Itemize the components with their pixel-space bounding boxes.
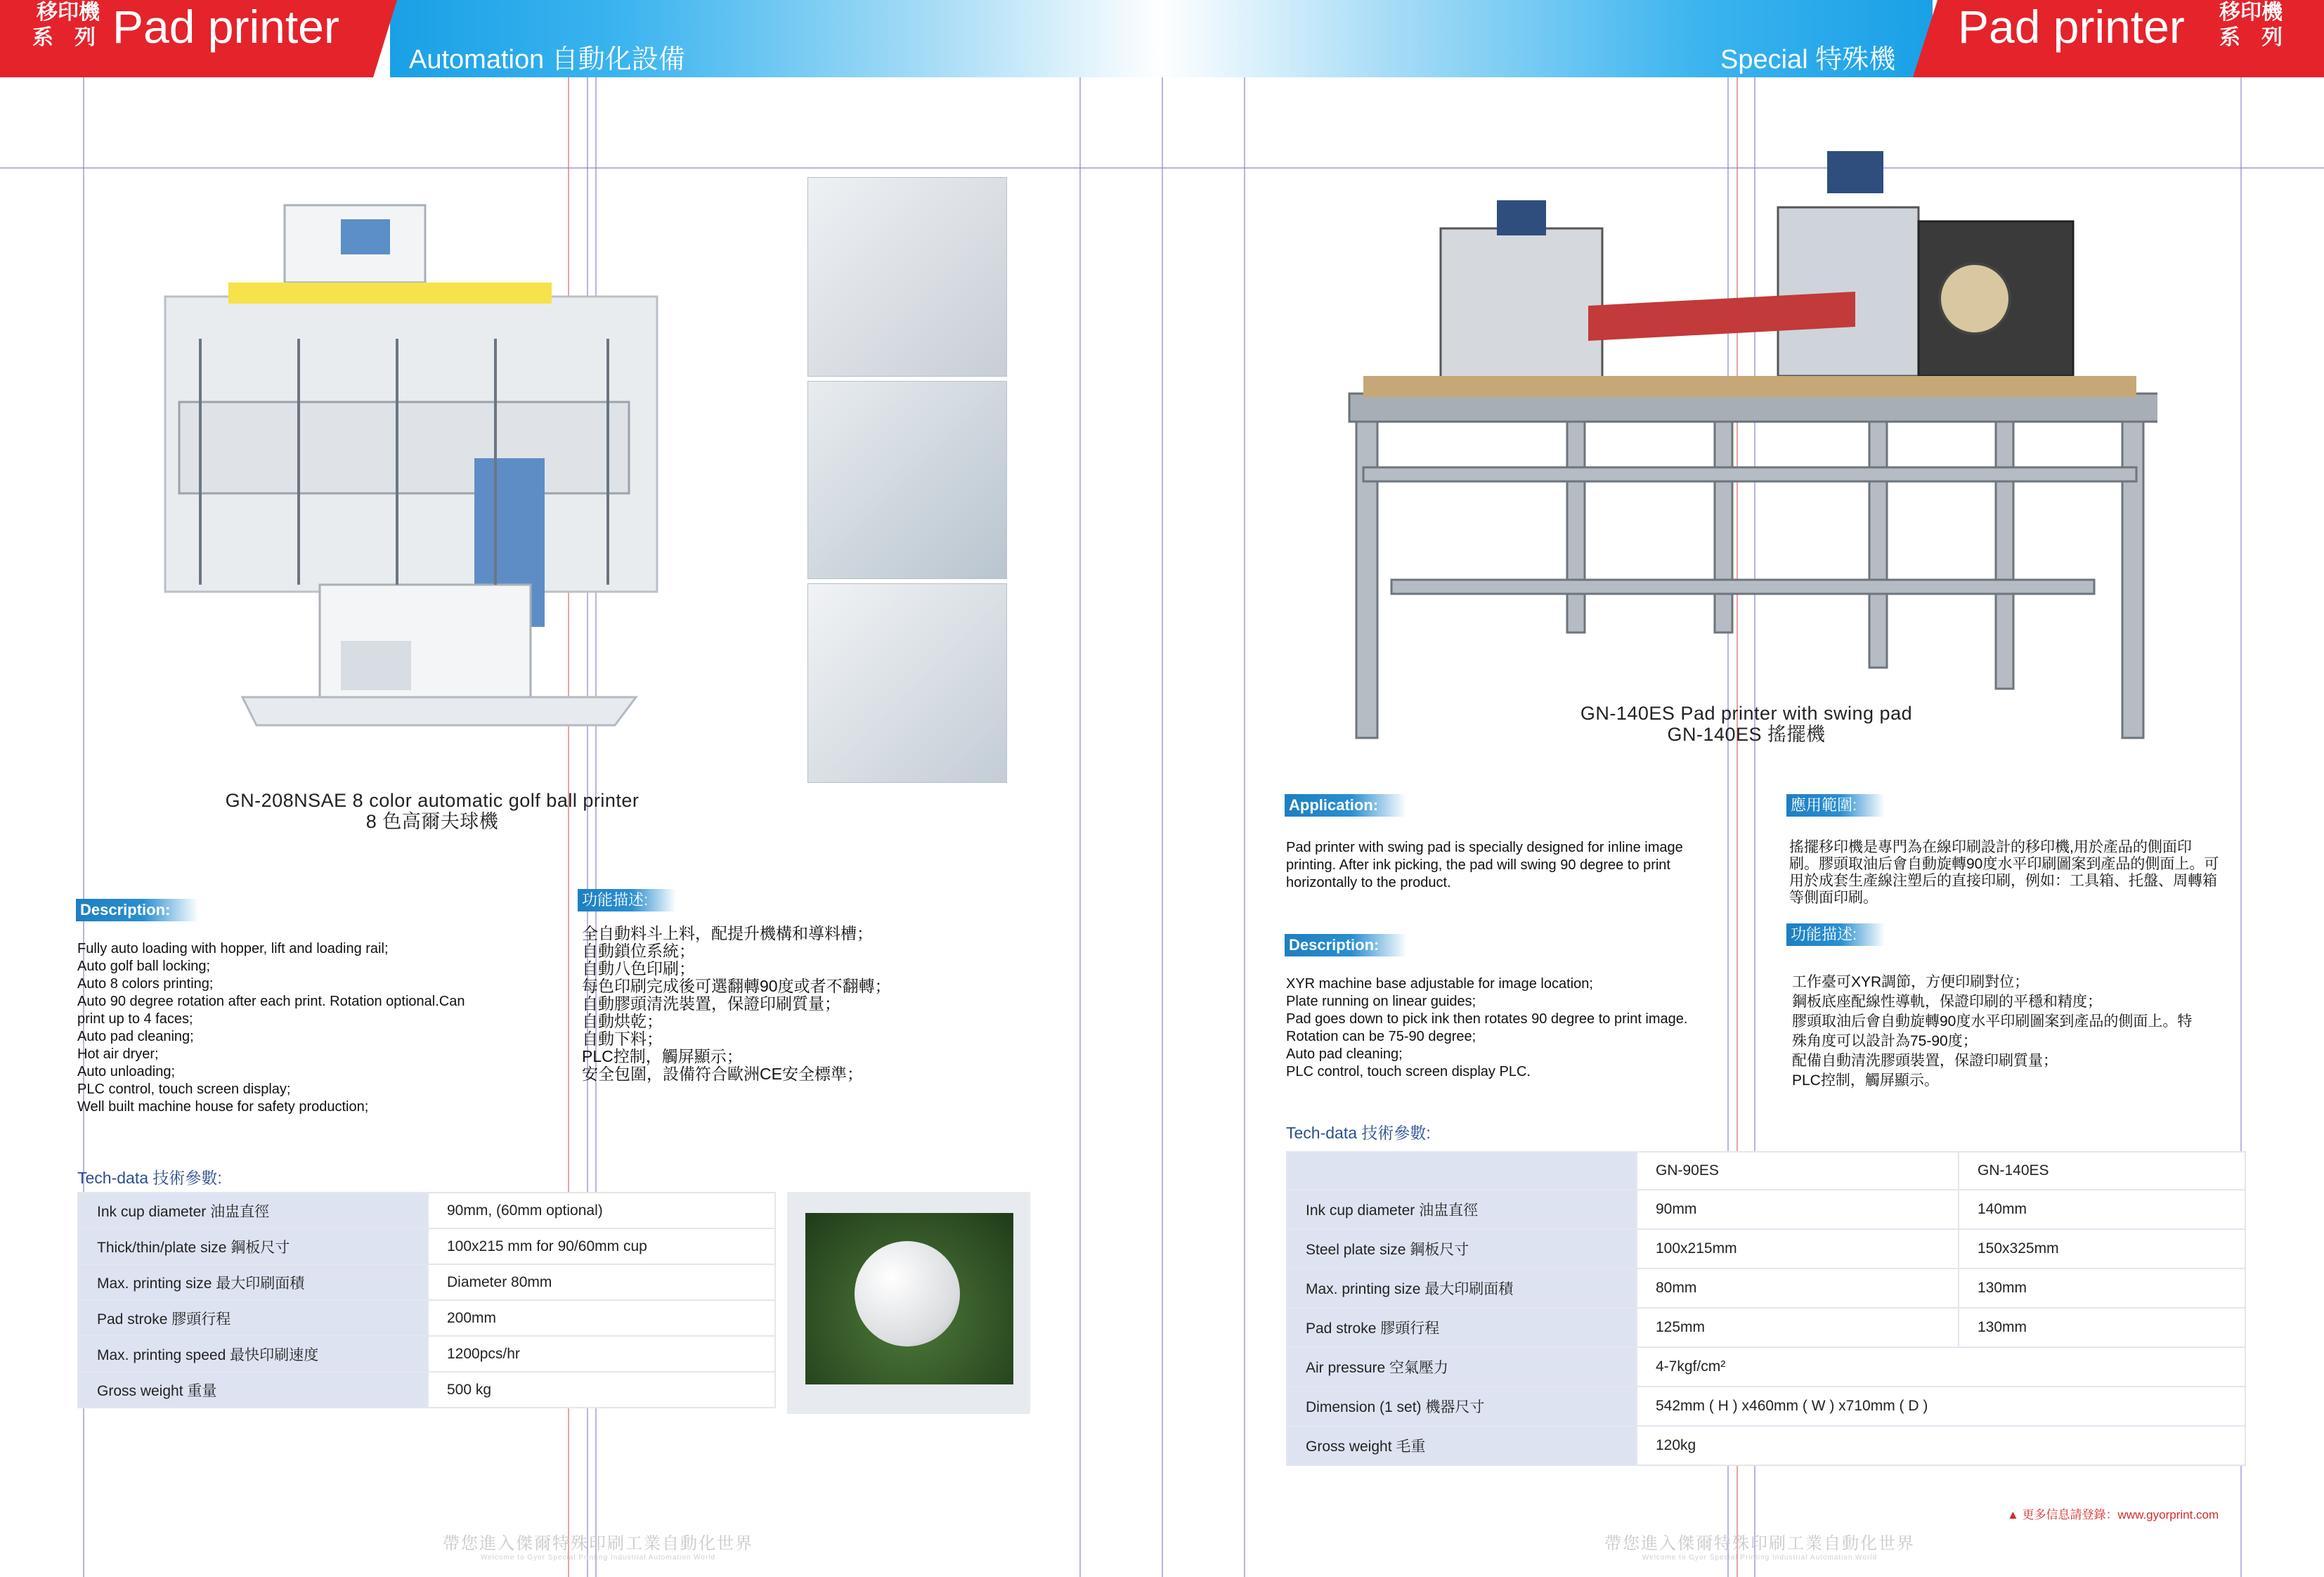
table-row <box>1287 1268 2245 1308</box>
footer-slogan-cjk: 帶您進入傑爾特殊印刷工業自動化世界 <box>443 1534 753 1553</box>
description-label: Description: <box>76 899 198 921</box>
spec-value: 125mm <box>1637 1308 1959 1347</box>
table-row <box>1287 1190 2245 1229</box>
description-text: Fully auto loading with hopper, lift and loading rail; Auto golf ball locking; Auto 8 colors printing; Auto 90 degree rotation after each print. Rotation optional.Can print up to 4 faces; Auto pad cleaning; Hot air dryer; Auto unloading; PLC control, touch screen display; Well built machine house for safety production; <box>77 941 465 1115</box>
detail-photo-3 <box>807 583 1007 783</box>
product-caption <box>169 790 696 832</box>
table-header-row <box>1287 1152 2245 1190</box>
footer-slogan-en: Welcome to Gyor Special Printing Industrial Automation World <box>480 1554 716 1562</box>
footer-slogan-en: Welcome to Gyor Special Printing Industrial Automation World <box>1642 1554 1878 1562</box>
spec-value: 90mm, (60mm optional) <box>428 1193 775 1228</box>
spec-label: Max. printing speed 最快印刷速度 <box>78 1336 428 1372</box>
spec-label: Ink cup diameter 油盅直徑 <box>78 1193 428 1228</box>
table-row <box>1287 1387 2245 1426</box>
spec-value: 4-7kgf/cm² <box>1637 1347 2245 1387</box>
footer-slogan <box>443 1529 753 1562</box>
category-title: Automation 自動化設備 <box>409 45 685 74</box>
table-row <box>78 1264 775 1300</box>
spec-label: Gross weight 毛重 <box>1287 1426 1637 1465</box>
spec-value: 542mm ( H ) x460mm ( W ) x710mm ( D ) <box>1637 1387 2245 1426</box>
spec-value: 150x325mm <box>1959 1229 2245 1268</box>
spec-label: Max. printing size 最大印刷面積 <box>1287 1268 1637 1308</box>
spec-value: 130mm <box>1959 1268 2245 1308</box>
spec-header-empty <box>1287 1152 1637 1190</box>
brand-title: Pad printer <box>1958 1 2185 53</box>
table-row <box>1287 1426 2245 1465</box>
spec-label: Steel plate size 鋼板尺寸 <box>1287 1229 1637 1268</box>
spec-value: 500 kg <box>428 1372 775 1408</box>
spec-label: Gross weight 重量 <box>78 1372 428 1408</box>
function-label: 功能描述: <box>578 889 676 911</box>
product-caption-line2: GN-140ES 搖擺機 <box>1667 724 1826 745</box>
detail-photo-1 <box>807 177 1007 377</box>
series-label-top: 移印機 <box>37 1 100 24</box>
footer-slogan-cjk: 帶您進入傑爾特殊印刷工業自動化世界 <box>1604 1534 1915 1553</box>
brand-title: Pad printer <box>112 1 339 53</box>
series-label <box>32 0 100 51</box>
table-row <box>1287 1229 2245 1268</box>
table-row <box>78 1228 775 1264</box>
table-row <box>78 1193 775 1228</box>
golf-ball-icon <box>855 1241 960 1346</box>
table-row <box>1287 1347 2245 1387</box>
more-info-text: 更多信息請登錄：www.gyorprint.com <box>2022 1508 2219 1521</box>
spec-label: Pad stroke 膠頭行程 <box>1287 1308 1637 1347</box>
layout-guide <box>1079 0 1081 1577</box>
series-label <box>2219 0 2283 51</box>
spec-value: 100x215 mm for 90/60mm cup <box>428 1228 775 1264</box>
golf-ball-photo-frame <box>787 1192 1030 1414</box>
spec-label: Air pressure 空氣壓力 <box>1287 1347 1637 1387</box>
layout-guide <box>1244 0 1245 1577</box>
machine-photo-swing-pad <box>1321 144 2157 748</box>
description-text: XYR machine base adjustable for image location; Plate running on linear guides; Pad goes down to pick ink then rotates 90 degree to print image. Rotation can be 75-90 degree; Auto pad cleaning; PLC control, touch screen display PLC. <box>1286 976 1688 1079</box>
layout-guide <box>1162 0 1163 1577</box>
spec-label: Thick/thin/plate size 鋼板尺寸 <box>78 1228 428 1264</box>
product-caption <box>1532 703 1961 745</box>
application-label: Application: <box>1285 794 1406 817</box>
spec-label: Pad stroke 膠頭行程 <box>78 1300 428 1336</box>
spec-value: 120kg <box>1637 1426 2245 1465</box>
footer-slogan <box>1604 1529 1915 1562</box>
spec-label: Max. printing size 最大印刷面積 <box>78 1264 428 1300</box>
category-title: Special 特殊機 <box>1720 45 1896 74</box>
product-caption-line1: GN-140ES Pad printer with swing pad <box>1580 703 1913 724</box>
function-text: 全自動料斗上料，配提升機構和導料槽； 自動鎖位系統； 自動八色印刷； 每色印刷完成後可選翻轉90度或者不翻轉； 自動膠頭清洗裝置，保證印刷質量； 自動烘乾； 自動下料； PLC控制，觸屏顯示； 安全包圍，設備符合歐洲CE安全標準； <box>582 924 891 1083</box>
machine-photo-golf-printer <box>158 191 699 753</box>
table-row <box>78 1372 775 1408</box>
spec-value: 1200pcs/hr <box>428 1336 775 1372</box>
spec-value: 130mm <box>1959 1308 2245 1347</box>
product-caption-line2: 8 色高爾夫球機 <box>365 811 499 832</box>
spec-table <box>1286 1151 2246 1466</box>
series-label-bottom: 系 列 <box>32 26 96 49</box>
spec-value: Diameter 80mm <box>428 1264 775 1300</box>
spec-value: 100x215mm <box>1637 1229 1959 1268</box>
tech-data-title: Tech-data 技術參數: <box>1286 1124 1431 1142</box>
description-label: Description: <box>1285 934 1407 956</box>
table-row <box>1287 1308 2245 1347</box>
spec-table <box>77 1192 776 1408</box>
spec-label: Dimension (1 set) 機器尺寸 <box>1287 1387 1637 1426</box>
spec-value: 140mm <box>1959 1190 2245 1229</box>
spec-label: Ink cup diameter 油盅直徑 <box>1287 1190 1637 1229</box>
product-caption-line1: GN-208NSAE 8 color automatic golf ball printer <box>225 790 640 811</box>
spec-header: GN-140ES <box>1959 1152 2245 1190</box>
more-info-link[interactable] <box>2007 1505 2219 1522</box>
series-label-bottom: 系 列 <box>2219 26 2283 49</box>
spec-value: 90mm <box>1637 1190 1959 1229</box>
table-row <box>78 1336 775 1372</box>
spec-value: 80mm <box>1637 1268 1959 1308</box>
tech-data-title: Tech-data 技術參數: <box>77 1169 222 1187</box>
application-cjk-text: 搖擺移印機是專門為在線印刷設計的移印機,用於產品的側面印 刷。膠頭取油后會自動旋轉90度水平印刷圖案到產品的側面上。可 用於成套生產線注塑后的直接印刷，例如：工具箱、托盤、周轉箱 等側面印刷。 <box>1789 839 2219 906</box>
spec-header: GN-90ES <box>1637 1152 1959 1190</box>
warning-triangle-icon: ▲ <box>2007 1508 2019 1521</box>
function-label: 功能描述: <box>1786 923 1885 946</box>
application-text: Pad printer with swing pad is specially designed for inline image printing. After ink picking, the pad will swing 90 degree to print horizontally to the product. <box>1286 840 1683 890</box>
application-cjk-label: 應用範圍: <box>1786 794 1885 817</box>
detail-photo-2 <box>807 381 1007 579</box>
golf-ball-photo <box>805 1213 1013 1384</box>
spec-value: 200mm <box>428 1300 775 1336</box>
table-row <box>78 1300 775 1336</box>
series-label-top: 移印機 <box>2219 1 2283 24</box>
function-text: 工作臺可XYR調節，方便印刷對位； 鋼板底座配線性導軌，保證印刷的平穩和精度； 膠頭取油后會自動旋轉90度水平印刷圖案到產品的側面上。特 殊角度可以設計為75-90度； 配備自動清洗膠頭裝置，保證印刷質量； PLC控制，觸屏顯示。 <box>1792 974 2193 1089</box>
